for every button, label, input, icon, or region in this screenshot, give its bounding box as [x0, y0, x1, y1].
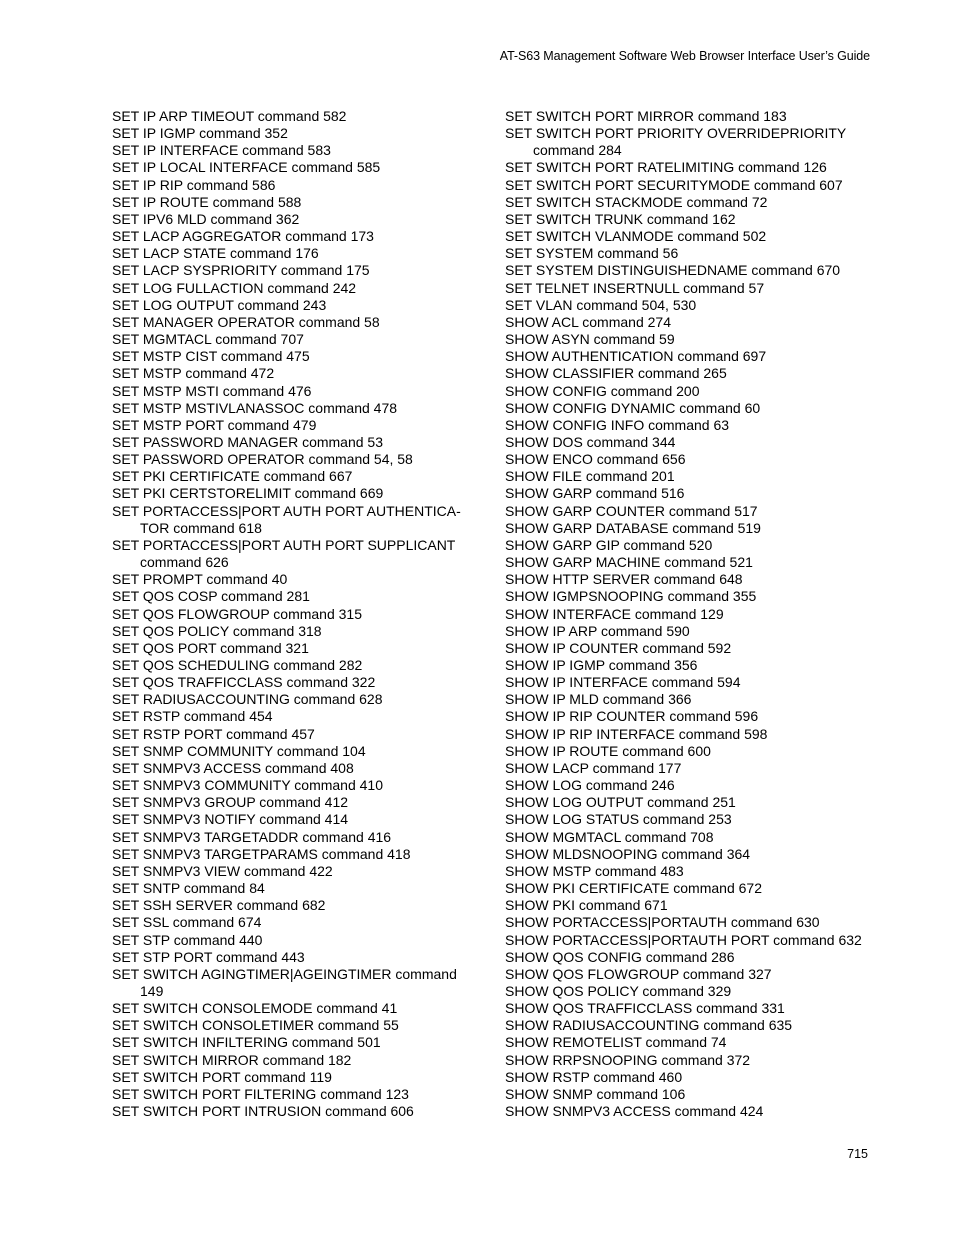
index-entry: SET IP ARP TIMEOUT command 582	[112, 108, 347, 124]
index-entry: SHOW HTTP SERVER command 648	[505, 571, 743, 588]
index-entry: SHOW FILE command 201	[505, 468, 675, 485]
index-entry: SET QOS PORT command 321	[112, 639, 309, 656]
index-entry: SET QOS FLOWGROUP command 315	[112, 605, 363, 622]
index-entry: SHOW IGMPSNOOPING command 355	[505, 588, 757, 605]
index-entry: SET IP IGMP command 352	[112, 125, 288, 142]
index-entry: SHOW IP RIP INTERFACE command 598	[505, 725, 768, 742]
index-entry: SET SSH SERVER command 682	[112, 897, 326, 914]
index-entry: SET SWITCH AGINGTIMER|AGEINGTIMER command 149	[112, 965, 457, 999]
index-entry: SHOW RADIUSACCOUNTING command 635	[505, 1017, 793, 1034]
index-entry: SHOW PKI command 671	[505, 897, 668, 914]
index-entry: SHOW GARP COUNTER command 517	[505, 502, 758, 519]
index-entry: SET PORTACCESS|PORT AUTH PORT AUTHENTICA-TOR command 618	[112, 502, 461, 536]
index-entry: SHOW GARP MACHINE command 521	[505, 554, 753, 571]
index-entry: SET MANAGER OPERATOR command 58	[112, 313, 380, 330]
index-entry: SET PASSWORD OPERATOR command 54, 58	[112, 451, 413, 468]
index-entry: SHOW LOG OUTPUT command 251	[505, 794, 736, 811]
index-entry: SET MSTP CIST command 475	[112, 348, 310, 365]
index-entry: SET MSTP PORT command 479	[112, 416, 317, 433]
index-entry: SET SWITCH STACKMODE command 72	[505, 193, 768, 210]
index-entry: SET SNMPV3 ACCESS command 408	[112, 759, 354, 776]
index-entry: SET MGMTACL command 707	[112, 331, 304, 348]
index-entry: SET SWITCH CONSOLEMODE command 41	[112, 1000, 398, 1017]
index-entry: SET TELNET INSERTNULL command 57	[505, 279, 765, 296]
index-entry: SET SWITCH PORT FILTERING command 123	[112, 1085, 409, 1102]
index-entry: SHOW RSTP command 460	[505, 1068, 683, 1085]
index-entry: SHOW IP ROUTE command 600	[505, 742, 711, 759]
index-entry: SET SWITCH TRUNK command 162	[505, 210, 736, 227]
index-entry: SHOW IP IGMP command 356	[505, 657, 698, 673]
index-entry: SHOW QOS TRAFFICCLASS command 331	[505, 1000, 785, 1017]
index-entry: SET PKI CERTSTORELIMIT command 669	[112, 485, 384, 502]
index-entry: SHOW MGMTACL command 708	[505, 828, 714, 845]
index-entry: SET SNMPV3 TARGETPARAMS command 418	[112, 845, 411, 862]
index-entry: SET SNMPV3 TARGETADDR command 416	[112, 828, 392, 845]
index-entry: SHOW ENCO command 656	[505, 451, 686, 468]
index-entry: SET MSTP MSTI command 476	[112, 382, 312, 399]
index-entry: SHOW GARP GIP command 520	[505, 536, 713, 553]
index-entry: SET PORTACCESS|PORT AUTH PORT SUPPLICANT command 626	[112, 536, 456, 571]
page-number: 715	[847, 1147, 868, 1161]
index-entry: SET SWITCH INFILTERING command 501	[112, 1034, 381, 1051]
index-entry: SET STP command 440	[112, 931, 263, 948]
index-entry: SET SNTP command 84	[112, 880, 265, 897]
index-entry: SET STP PORT command 443	[112, 948, 305, 965]
index-entry: SET RADIUSACCOUNTING command 628	[112, 691, 383, 708]
index-entry: SHOW PORTACCESS|PORTAUTH command 630	[505, 914, 820, 931]
index-entry: SHOW CONFIG command 200	[505, 382, 700, 399]
index-entry: SHOW GARP DATABASE command 519	[505, 519, 761, 536]
index-entry: SHOW IP ARP command 590	[505, 622, 690, 639]
index-entry: SHOW MSTP command 483	[505, 862, 684, 879]
index-entry: SET SWITCH MIRROR command 182	[112, 1051, 352, 1068]
index-entry: SET MSTP MSTIVLANASSOC command 478	[112, 399, 398, 416]
index-entry: SHOW ASYN command 59	[505, 331, 675, 348]
index-entry: SHOW IP INTERFACE command 594	[505, 674, 741, 691]
index-entry: SET SWITCH PORT SECURITYMODE command 607	[505, 176, 843, 193]
index-entry: SET LOG FULLACTION command 242	[112, 279, 357, 296]
index-entry: SHOW IP RIP COUNTER command 596	[505, 708, 759, 725]
index-entry: SHOW QOS POLICY command 329	[505, 982, 732, 999]
index-entry: SHOW QOS CONFIG command 286	[505, 948, 735, 965]
index-entry: SET QOS POLICY command 318	[112, 622, 322, 639]
index-entry: SET SWITCH PORT RATELIMITING command 126	[505, 159, 827, 176]
index-entry: SHOW CLASSIFIER command 265	[505, 365, 727, 382]
index-entry: SET SNMP COMMUNITY command 104	[112, 742, 366, 759]
index-entry: SHOW SNMP command 106	[505, 1085, 686, 1102]
index-entry: SET SWITCH CONSOLETIMER command 55	[112, 1017, 399, 1034]
index-entry: SET SWITCH PORT INTRUSION command 606	[112, 1103, 414, 1120]
index-entry: SET RSTP command 454	[112, 708, 273, 725]
index-entry: SET PROMPT command 40	[112, 571, 288, 588]
index-entry: SHOW DOS command 344	[505, 433, 676, 450]
index-entry: SET LACP AGGREGATOR command 173	[112, 228, 374, 245]
index-entry: SHOW ACL command 274	[505, 313, 671, 330]
index-entry: SET SSL command 674	[112, 914, 262, 931]
index-entry: SET SWITCH VLANMODE command 502	[505, 228, 767, 245]
index-entry: SHOW GARP command 516	[505, 485, 685, 502]
index-entry: SET MSTP command 472	[112, 365, 275, 382]
index-entry: SHOW INTERFACE command 129	[505, 605, 724, 622]
index-entry: SET RSTP PORT command 457	[112, 725, 315, 742]
index-entry: SHOW MLDSNOOPING command 364	[505, 845, 751, 862]
index-entry: SET SWITCH PORT command 119	[112, 1068, 332, 1085]
index-entry: SET SNMPV3 VIEW command 422	[112, 862, 333, 879]
index-entry: SET IP RIP command 586	[112, 176, 276, 193]
index-entry: SHOW PKI CERTIFICATE command 672	[505, 880, 762, 897]
index-entry: SET IPV6 MLD command 362	[112, 210, 300, 227]
index-entry: SHOW QOS FLOWGROUP command 327	[505, 965, 772, 982]
index-entry: SHOW RRPSNOOPING command 372	[505, 1051, 751, 1068]
index-entry: SET LACP STATE command 176	[112, 245, 319, 262]
index-entry: SET QOS SCHEDULING command 282	[112, 657, 363, 673]
index-entry: SET LACP SYSPRIORITY command 175	[112, 262, 370, 279]
index-entry: SHOW AUTHENTICATION command 697	[505, 348, 767, 365]
index-entry: SET SNMPV3 GROUP command 412	[112, 794, 349, 811]
index-entry: SET QOS TRAFFICCLASS command 322	[112, 674, 376, 691]
index-entry: SET SWITCH PORT PRIORITY OVERRIDEPRIORITY command 284	[505, 125, 846, 159]
index-entry: SET IP ROUTE command 588	[112, 193, 302, 210]
index-column-right	[505, 108, 885, 1120]
index-entry: SET SNMPV3 NOTIFY command 414	[112, 811, 349, 828]
running-header: AT-S63 Management Software Web Browser Interface User’s Guide	[499, 49, 870, 63]
index-entry: SHOW REMOTELIST command 74	[505, 1034, 727, 1051]
index-entry: SET IP INTERFACE command 583	[112, 142, 331, 159]
index-entry: SHOW IP MLD command 366	[505, 691, 692, 708]
index-entry: SHOW LACP command 177	[505, 759, 682, 776]
index-entry: SHOW LOG STATUS command 253	[505, 811, 732, 828]
index-entry: SET SWITCH PORT MIRROR command 183	[505, 108, 787, 124]
index-entry: SHOW PORTACCESS|PORTAUTH PORT command 632	[505, 931, 862, 948]
index-entry: SET SNMPV3 COMMUNITY command 410	[112, 777, 384, 794]
index-entry: SET PASSWORD MANAGER command 53	[112, 433, 383, 450]
index-entry: SHOW IP COUNTER command 592	[505, 639, 732, 656]
index-entry: SET PKI CERTIFICATE command 667	[112, 468, 353, 485]
index-entry: SHOW CONFIG INFO command 63	[505, 416, 730, 433]
index-entry: SHOW SNMPV3 ACCESS command 424	[505, 1103, 764, 1120]
index-entry: SHOW LOG command 246	[505, 777, 675, 794]
index-column-left	[112, 108, 482, 1120]
index-entry: SET LOG OUTPUT command 243	[112, 296, 327, 313]
index-entry: SET SYSTEM command 56	[505, 245, 679, 262]
index-entry: SHOW CONFIG DYNAMIC command 60	[505, 399, 761, 416]
index-entry: SET QOS COSP command 281	[112, 588, 310, 605]
index-entry: SET VLAN command 504, 530	[505, 296, 697, 313]
index-entry: SET SYSTEM DISTINGUISHEDNAME command 670	[505, 262, 841, 279]
index-entry: SET IP LOCAL INTERFACE command 585	[112, 159, 381, 176]
